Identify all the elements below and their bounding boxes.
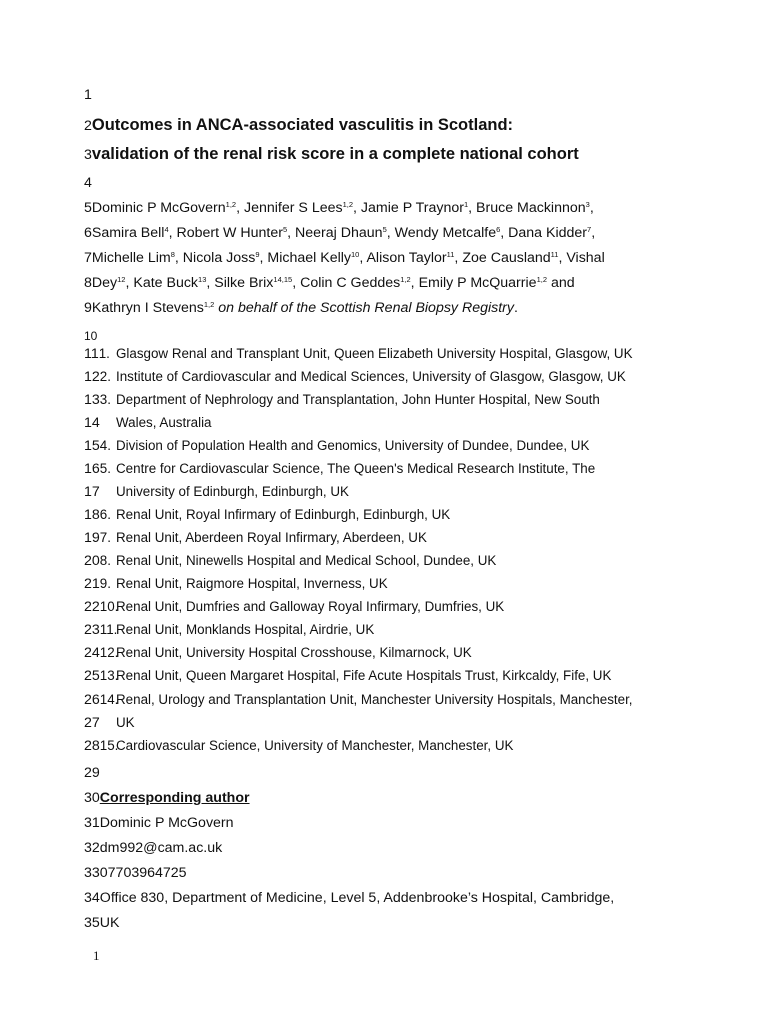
author-name: Zoe Causland [462, 250, 551, 266]
line-6 [84, 225, 740, 241]
affiliation-line [84, 738, 740, 754]
author-list: Dey$^{12}$, Kate Buck$^{13}$, Silke Brix$^{14,15}$, Colin C Geddes$^{1,2}$, Emily P McQuarrie$^{1,2}$ [91, 275, 547, 291]
affiliation-text: Glasgow Renal and Transplant Unit, Queen Elizabeth University Hospital, Glasgow, UK [116, 346, 633, 361]
affiliation-line [84, 484, 740, 500]
corresponding-author-email: dm992@cam.ac.uk [99, 840, 223, 856]
affiliation-text: Institute of Cardiovascular and Medical Sciences, University of Glasgow, Glasgow, UK [116, 369, 626, 384]
affiliation-text: Renal Unit, University Hospital Crosshouse, Kilmarnock, UK [116, 645, 472, 660]
line-number: 31 [84, 815, 100, 831]
affiliation-line [84, 715, 740, 731]
line-32 [84, 840, 740, 856]
line-3 [84, 145, 740, 164]
author-name: Nicola Joss [182, 250, 256, 266]
author-name: Michael Kelly [267, 250, 351, 266]
affiliation-text: UK [116, 715, 135, 730]
author-affiliation-sup: 8 [170, 250, 175, 259]
corresponding-author-address: Office 830, Department of Medicine, Level 5, Addenbrooke’s Hospital, Cambridge, [99, 890, 615, 906]
line-10 [84, 329, 740, 343]
line-number: 35 [84, 915, 100, 931]
author-affiliation-sup: 1 [463, 200, 469, 209]
author-affiliation-sup: 3 [585, 200, 590, 209]
author-affiliation-sup: 1,2 [536, 275, 547, 284]
affiliation-number: 8. [99, 553, 111, 568]
author-name: Colin C Geddes [300, 275, 401, 291]
line-number: 26 [84, 692, 100, 708]
affiliation-number: 6. [99, 507, 111, 522]
author-affiliation-sup: 10 [351, 250, 360, 259]
affiliation-text: Renal Unit, Raigmore Hospital, Inverness, UK [116, 576, 388, 591]
line-number: 5 [84, 200, 92, 216]
author-name: Emily P McQuarrie [418, 275, 537, 291]
affiliation-text: University of Edinburgh, Edinburgh, UK [116, 484, 349, 499]
line-29 [84, 765, 740, 781]
paper-title-line-2: validation of the renal risk score in a complete national cohort [91, 145, 579, 163]
affiliation-line [84, 415, 740, 431]
line-number: 1 [84, 87, 92, 103]
line-number: 6 [84, 225, 92, 241]
affiliation-line [84, 692, 740, 708]
author-name: Wendy Metcalfe [394, 225, 497, 241]
line-35 [84, 915, 740, 931]
affiliation-text: Wales, Australia [116, 415, 212, 430]
author-name: Robert W Hunter [176, 225, 283, 241]
author-affiliation-sup: 1,2 [225, 200, 237, 209]
page-number: 1 [93, 948, 100, 963]
affiliation-text: Department of Nephrology and Transplantation, John Hunter Hospital, New South [116, 392, 600, 407]
line-9 [84, 300, 740, 316]
corresponding-author-phone: 07703964725 [99, 865, 187, 881]
affiliation-text: Cardiovascular Science, University of Manchester, Manchester, UK [116, 738, 514, 753]
line-number: 18 [84, 507, 100, 523]
line-number: 30 [84, 790, 100, 806]
author-affiliation-sup: 11 [550, 250, 559, 259]
affiliation-number: 15. [99, 738, 119, 753]
author-affiliation-sup: 5 [382, 225, 387, 234]
affiliation-text: Renal Unit, Ninewells Hospital and Medical School, Dundee, UK [116, 553, 497, 568]
affiliation-number: 9. [99, 576, 111, 591]
affiliation-text: Centre for Cardiovascular Science, The Queen's Medical Research Institute, The [116, 461, 596, 476]
line-number: 9 [84, 300, 92, 316]
line-number: 32 [84, 840, 100, 856]
affiliation-line [84, 668, 740, 684]
corresponding-author-name: Dominic P McGovern [99, 815, 234, 831]
author-name: Kathryn I Stevens [91, 300, 204, 316]
line-30 [84, 790, 740, 806]
author-affiliation-sup: 11 [446, 250, 455, 259]
affiliation-number: 13. [99, 668, 119, 683]
author-name: Dey [91, 275, 118, 291]
affiliation-line [84, 438, 740, 454]
author-name: Kate Buck [133, 275, 199, 291]
affiliation-number: 4. [99, 438, 111, 453]
line-number: 22 [84, 599, 100, 615]
line-5 [84, 200, 740, 216]
line-33 [84, 865, 740, 881]
line-4 [84, 175, 740, 191]
affiliation-number: 1. [98, 346, 110, 361]
line-number: 17 [84, 484, 100, 500]
line-number: 25 [84, 668, 100, 684]
author-name: Michelle Lim [91, 250, 171, 266]
author-name: Dana Kidder [508, 225, 588, 241]
author-list: Samira Bell$^4$, Robert W Hunter$^5$, Neeraj Dhaun$^5$, Wendy Metcalfe$^6$, Dana Kidder$^7$, [91, 225, 596, 241]
line-31 [84, 815, 740, 831]
affiliation-text: Division of Population Health and Genomics, University of Dundee, Dundee, UK [116, 438, 590, 453]
line-number: 24 [84, 645, 100, 661]
affiliation-line [84, 599, 740, 615]
affiliation-text: Renal Unit, Queen Margaret Hospital, Fife Acute Hospitals Trust, Kirkcaldy, Fife, UK [116, 668, 612, 683]
author-affiliation-sup: 1,2 [203, 300, 215, 309]
line-number: 34 [84, 890, 100, 906]
line-number: 7 [84, 250, 92, 266]
line-number: 21 [84, 576, 100, 592]
affiliation-number: 3. [99, 392, 111, 407]
paper-title-line-1: Outcomes in ANCA-associated vasculitis in Scotland: [91, 116, 514, 134]
author-name: Dominic P McGovern [91, 200, 226, 216]
author-affiliation-sup: 13 [198, 275, 207, 284]
author-name: Vishal [566, 250, 605, 266]
author-affiliation-sup: 14,15 [273, 275, 293, 284]
author-affiliation-sup: 1,2 [342, 200, 354, 209]
conjunction: and [550, 275, 575, 291]
author-name: Bruce Mackinnon [476, 200, 586, 216]
author-name: Jamie P Traynor [360, 200, 464, 216]
affiliation-line [84, 346, 740, 362]
author-name: Neeraj Dhaun [295, 225, 383, 241]
registry-attribution: on behalf of the Scottish Renal Biopsy Registry [218, 300, 515, 316]
line-2 [84, 116, 740, 135]
author-affiliation-sup: 9 [255, 250, 260, 259]
affiliation-number: 2. [99, 369, 111, 384]
affiliation-text: Renal, Urology and Transplantation Unit, Manchester University Hospitals, Manchester, [116, 692, 633, 707]
affiliation-number: 7. [99, 530, 111, 545]
affiliation-line [84, 507, 740, 523]
line-number: 16 [84, 461, 100, 477]
author-list: Michelle Lim$^8$, Nicola Joss$^9$, Michael Kelly$^{10}$, Alison Taylor$^{11}$, Zoe Causland$^{11}$, [91, 250, 567, 266]
author-name: Samira Bell [91, 225, 165, 241]
line-number: 13 [84, 392, 100, 408]
affiliation-text: Renal Unit, Monklands Hospital, Airdrie, UK [116, 622, 375, 637]
affiliation-line [84, 645, 740, 661]
affiliation-line [84, 392, 740, 408]
affiliation-text: Renal Unit, Royal Infirmary of Edinburgh, Edinburgh, UK [116, 507, 451, 522]
affiliation-text: Renal Unit, Dumfries and Galloway Royal Infirmary, Dumfries, UK [116, 599, 505, 614]
author-name: Jennifer S Lees [244, 200, 343, 216]
line-1 [84, 87, 740, 103]
corresponding-author-heading: Corresponding author [99, 790, 250, 806]
line-number: 2 [84, 118, 92, 134]
affiliation-number: 11. [99, 622, 118, 637]
line-number: 20 [84, 553, 100, 569]
author-affiliation-sup: 7 [587, 225, 592, 234]
author-affiliation-sup: 1,2 [400, 275, 411, 284]
author-name: Alison Taylor [366, 250, 447, 266]
line-8 [84, 275, 740, 291]
author-name: Silke Brix [214, 275, 274, 291]
line-number: 15 [84, 438, 100, 454]
affiliation-text: Renal Unit, Aberdeen Royal Infirmary, Aberdeen, UK [116, 530, 427, 545]
affiliation-line [84, 576, 740, 592]
line-number: 28 [84, 738, 100, 754]
line-number: 19 [84, 530, 100, 546]
line-number: 29 [84, 765, 100, 781]
affiliation-number: 10. [99, 599, 119, 614]
line-number: 10 [84, 329, 98, 343]
line-34 [84, 890, 740, 906]
period: . [514, 300, 518, 316]
affiliation-line [84, 461, 740, 477]
affiliation-number: 12. [99, 645, 119, 660]
author-affiliation-sup: 5 [282, 225, 288, 234]
affiliation-number: 14. [99, 692, 119, 707]
line-number: 33 [84, 865, 100, 881]
line-number: 23 [84, 622, 100, 638]
affiliation-line [84, 369, 740, 385]
line-number: 8 [84, 275, 92, 291]
affiliation-line [84, 530, 740, 546]
author-affiliation-sup: 12 [117, 275, 126, 284]
affiliation-line [84, 622, 740, 638]
line-7 [84, 250, 740, 266]
corresponding-author-address-cont: UK [99, 915, 120, 931]
line-number: 27 [84, 715, 100, 731]
affiliation-number: 5. [99, 461, 111, 476]
author-affiliation-sup: 6 [496, 225, 501, 234]
line-number: 12 [84, 369, 100, 385]
line-number: 11 [84, 346, 99, 362]
affiliation-line [84, 553, 740, 569]
author-list: Dominic P McGovern$^{1,2}$, Jennifer S Lees$^{1,2}$, Jamie P Traynor$^1$, Bruce Mackinnon$^3$, [91, 200, 594, 216]
line-number: 14 [84, 415, 100, 431]
line-number: 3 [84, 147, 92, 163]
line-number: 4 [84, 175, 92, 191]
author-affiliation-sup: 4 [164, 225, 169, 234]
